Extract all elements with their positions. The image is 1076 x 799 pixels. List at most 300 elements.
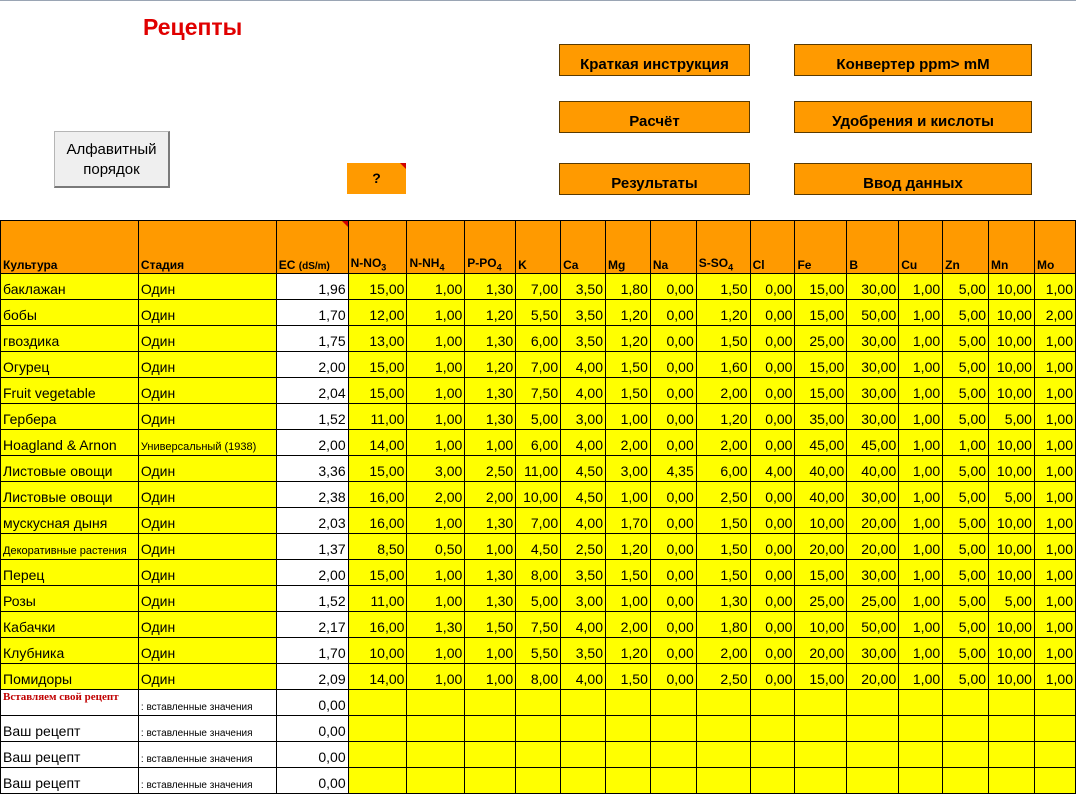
value-cell[interactable]: 10,00: [989, 560, 1035, 586]
value-cell[interactable]: 2,00: [605, 612, 650, 638]
value-cell[interactable]: 5,00: [943, 534, 989, 560]
value-cell[interactable]: 13,00: [348, 326, 407, 352]
custom-recipe-value-cell[interactable]: [1034, 768, 1075, 794]
value-cell[interactable]: 6,00: [516, 430, 561, 456]
value-cell[interactable]: 1,00: [1034, 456, 1075, 482]
culture-cell[interactable]: Fruit vegetable: [1, 378, 139, 404]
value-cell[interactable]: 10,00: [516, 482, 561, 508]
value-cell[interactable]: 15,00: [795, 664, 847, 690]
value-cell[interactable]: 1,00: [1034, 482, 1075, 508]
custom-recipe-value-cell[interactable]: [943, 768, 989, 794]
value-cell[interactable]: 1,00: [899, 326, 943, 352]
custom-recipe-value-cell[interactable]: [650, 768, 696, 794]
ec-cell[interactable]: 2,00: [276, 560, 348, 586]
value-cell[interactable]: 10,00: [989, 456, 1035, 482]
value-cell[interactable]: 2,50: [465, 456, 516, 482]
custom-recipe-value-cell[interactable]: [750, 716, 795, 742]
custom-recipe-value-cell[interactable]: [943, 690, 989, 716]
results-button[interactable]: Результаты: [559, 163, 750, 195]
value-cell[interactable]: 0,00: [750, 612, 795, 638]
value-cell[interactable]: 1,30: [465, 378, 516, 404]
culture-cell[interactable]: Кабачки: [1, 612, 139, 638]
value-cell[interactable]: 1,00: [899, 586, 943, 612]
value-cell[interactable]: 1,20: [696, 404, 750, 430]
value-cell[interactable]: 1,30: [465, 586, 516, 612]
value-cell[interactable]: 1,00: [899, 456, 943, 482]
value-cell[interactable]: 1,00: [407, 404, 465, 430]
stage-cell[interactable]: Один: [138, 274, 276, 300]
value-cell[interactable]: 0,00: [750, 560, 795, 586]
ec-cell[interactable]: 2,17: [276, 612, 348, 638]
value-cell[interactable]: 15,00: [795, 274, 847, 300]
value-cell[interactable]: 50,00: [847, 612, 899, 638]
value-cell[interactable]: 0,00: [650, 326, 696, 352]
value-cell[interactable]: 6,00: [516, 326, 561, 352]
custom-recipe-value-cell[interactable]: [795, 742, 847, 768]
value-cell[interactable]: 10,00: [348, 638, 407, 664]
custom-recipe-ec-cell[interactable]: 0,00: [276, 768, 348, 794]
custom-recipe-value-cell[interactable]: [795, 716, 847, 742]
value-cell[interactable]: 0,00: [750, 378, 795, 404]
custom-recipe-value-cell[interactable]: [795, 690, 847, 716]
ec-cell[interactable]: 1,52: [276, 586, 348, 612]
custom-recipe-name-cell[interactable]: Ваш рецепт: [1, 716, 139, 742]
value-cell[interactable]: 3,00: [605, 456, 650, 482]
value-cell[interactable]: 16,00: [348, 612, 407, 638]
value-cell[interactable]: 1,00: [899, 430, 943, 456]
custom-recipe-value-cell[interactable]: [750, 690, 795, 716]
value-cell[interactable]: 1,50: [465, 612, 516, 638]
value-cell[interactable]: 1,80: [605, 274, 650, 300]
value-cell[interactable]: 1,50: [605, 560, 650, 586]
custom-recipe-ec-cell[interactable]: 0,00: [276, 742, 348, 768]
value-cell[interactable]: 4,00: [561, 612, 606, 638]
custom-recipe-value-cell[interactable]: [696, 716, 750, 742]
value-cell[interactable]: 3,00: [561, 404, 606, 430]
value-cell[interactable]: 3,50: [561, 274, 606, 300]
value-cell[interactable]: 1,00: [407, 638, 465, 664]
value-cell[interactable]: 10,00: [989, 274, 1035, 300]
value-cell[interactable]: 1,50: [605, 378, 650, 404]
value-cell[interactable]: 1,30: [407, 612, 465, 638]
value-cell[interactable]: 15,00: [795, 300, 847, 326]
value-cell[interactable]: 1,00: [407, 508, 465, 534]
value-cell[interactable]: 1,00: [1034, 404, 1075, 430]
value-cell[interactable]: 15,00: [348, 378, 407, 404]
value-cell[interactable]: 5,50: [516, 300, 561, 326]
value-cell[interactable]: 30,00: [847, 638, 899, 664]
value-cell[interactable]: 2,00: [696, 638, 750, 664]
custom-recipe-value-cell[interactable]: [516, 768, 561, 794]
value-cell[interactable]: 0,00: [650, 534, 696, 560]
value-cell[interactable]: 15,00: [795, 378, 847, 404]
value-cell[interactable]: 0,00: [750, 638, 795, 664]
custom-recipe-value-cell[interactable]: [348, 716, 407, 742]
ec-cell[interactable]: 2,09: [276, 664, 348, 690]
value-cell[interactable]: 1,00: [943, 430, 989, 456]
value-cell[interactable]: 1,50: [696, 326, 750, 352]
custom-recipe-value-cell[interactable]: [348, 742, 407, 768]
value-cell[interactable]: 3,00: [407, 456, 465, 482]
value-cell[interactable]: 8,50: [348, 534, 407, 560]
value-cell[interactable]: 2,00: [696, 378, 750, 404]
custom-recipe-value-cell[interactable]: [407, 716, 465, 742]
value-cell[interactable]: 1,00: [605, 586, 650, 612]
value-cell[interactable]: 0,00: [650, 560, 696, 586]
custom-recipe-value-cell[interactable]: [561, 768, 606, 794]
custom-recipe-value-cell[interactable]: [605, 716, 650, 742]
value-cell[interactable]: 1,30: [465, 404, 516, 430]
value-cell[interactable]: 5,00: [943, 404, 989, 430]
stage-cell[interactable]: Один: [138, 560, 276, 586]
culture-cell[interactable]: Декоративные растения: [1, 534, 139, 560]
value-cell[interactable]: 7,50: [516, 612, 561, 638]
value-cell[interactable]: 15,00: [795, 560, 847, 586]
value-cell[interactable]: 1,00: [605, 404, 650, 430]
converter-button[interactable]: Конвертер ppm> mM: [794, 44, 1032, 76]
custom-recipe-value-cell[interactable]: [650, 742, 696, 768]
value-cell[interactable]: 5,00: [943, 664, 989, 690]
value-cell[interactable]: 1,50: [696, 534, 750, 560]
culture-cell[interactable]: гвоздика: [1, 326, 139, 352]
value-cell[interactable]: 0,00: [650, 404, 696, 430]
value-cell[interactable]: 14,00: [348, 664, 407, 690]
value-cell[interactable]: 3,50: [561, 560, 606, 586]
value-cell[interactable]: 7,00: [516, 274, 561, 300]
value-cell[interactable]: 30,00: [847, 404, 899, 430]
value-cell[interactable]: 0,00: [750, 352, 795, 378]
value-cell[interactable]: 1,00: [407, 274, 465, 300]
value-cell[interactable]: 40,00: [847, 456, 899, 482]
value-cell[interactable]: 2,50: [696, 482, 750, 508]
culture-cell[interactable]: Листовые овощи: [1, 482, 139, 508]
custom-recipe-value-cell[interactable]: [407, 768, 465, 794]
culture-cell[interactable]: Розы: [1, 586, 139, 612]
value-cell[interactable]: 6,00: [696, 456, 750, 482]
custom-recipe-value-cell[interactable]: [1034, 742, 1075, 768]
value-cell[interactable]: 5,00: [943, 326, 989, 352]
value-cell[interactable]: 5,00: [943, 508, 989, 534]
value-cell[interactable]: 35,00: [795, 404, 847, 430]
value-cell[interactable]: 2,00: [465, 482, 516, 508]
value-cell[interactable]: 4,00: [750, 456, 795, 482]
value-cell[interactable]: 5,00: [989, 586, 1035, 612]
value-cell[interactable]: 3,50: [561, 638, 606, 664]
value-cell[interactable]: 1,50: [696, 274, 750, 300]
stage-cell[interactable]: Один: [138, 664, 276, 690]
ec-cell[interactable]: 2,00: [276, 430, 348, 456]
value-cell[interactable]: 15,00: [795, 352, 847, 378]
culture-cell[interactable]: баклажан: [1, 274, 139, 300]
value-cell[interactable]: 5,00: [943, 456, 989, 482]
value-cell[interactable]: 1,20: [605, 300, 650, 326]
custom-recipe-value-cell[interactable]: [561, 742, 606, 768]
value-cell[interactable]: 10,00: [989, 612, 1035, 638]
value-cell[interactable]: 2,00: [407, 482, 465, 508]
culture-cell[interactable]: Огурец: [1, 352, 139, 378]
value-cell[interactable]: 0,00: [750, 482, 795, 508]
value-cell[interactable]: 8,00: [516, 560, 561, 586]
custom-recipe-value-cell[interactable]: [943, 716, 989, 742]
value-cell[interactable]: 1,30: [465, 560, 516, 586]
value-cell[interactable]: 5,00: [943, 352, 989, 378]
value-cell[interactable]: 5,00: [943, 378, 989, 404]
value-cell[interactable]: 0,00: [750, 326, 795, 352]
custom-recipe-value-cell[interactable]: [516, 690, 561, 716]
value-cell[interactable]: 2,00: [605, 430, 650, 456]
value-cell[interactable]: 1,00: [1034, 612, 1075, 638]
value-cell[interactable]: 4,50: [516, 534, 561, 560]
value-cell[interactable]: 5,00: [943, 274, 989, 300]
ec-cell[interactable]: 1,37: [276, 534, 348, 560]
value-cell[interactable]: 3,00: [561, 586, 606, 612]
value-cell[interactable]: 1,00: [605, 482, 650, 508]
value-cell[interactable]: 1,00: [899, 560, 943, 586]
custom-recipe-value-cell[interactable]: [650, 690, 696, 716]
value-cell[interactable]: 0,00: [750, 274, 795, 300]
value-cell[interactable]: 0,00: [750, 300, 795, 326]
value-cell[interactable]: 15,00: [348, 456, 407, 482]
value-cell[interactable]: 1,00: [465, 534, 516, 560]
custom-recipe-value-cell[interactable]: [561, 690, 606, 716]
culture-cell[interactable]: Помидоры: [1, 664, 139, 690]
value-cell[interactable]: 1,20: [465, 300, 516, 326]
value-cell[interactable]: 16,00: [348, 508, 407, 534]
culture-cell[interactable]: Листовые овощи: [1, 456, 139, 482]
value-cell[interactable]: 1,50: [605, 352, 650, 378]
value-cell[interactable]: 20,00: [847, 664, 899, 690]
value-cell[interactable]: 1,00: [1034, 638, 1075, 664]
value-cell[interactable]: 1,20: [605, 534, 650, 560]
value-cell[interactable]: 7,00: [516, 508, 561, 534]
value-cell[interactable]: 1,30: [465, 326, 516, 352]
value-cell[interactable]: 0,00: [650, 664, 696, 690]
value-cell[interactable]: 5,50: [516, 638, 561, 664]
value-cell[interactable]: 10,00: [795, 612, 847, 638]
value-cell[interactable]: 1,00: [1034, 560, 1075, 586]
instructions-button[interactable]: Краткая инструкция: [559, 44, 750, 76]
value-cell[interactable]: 20,00: [847, 534, 899, 560]
custom-recipe-value-cell[interactable]: [696, 690, 750, 716]
value-cell[interactable]: 5,00: [943, 560, 989, 586]
stage-cell[interactable]: Один: [138, 300, 276, 326]
ec-cell[interactable]: 2,00: [276, 352, 348, 378]
value-cell[interactable]: 45,00: [795, 430, 847, 456]
custom-recipe-value-cell[interactable]: [605, 690, 650, 716]
value-cell[interactable]: 20,00: [847, 508, 899, 534]
value-cell[interactable]: 1,00: [899, 664, 943, 690]
value-cell[interactable]: 1,00: [407, 586, 465, 612]
value-cell[interactable]: 7,00: [516, 352, 561, 378]
value-cell[interactable]: 10,00: [989, 326, 1035, 352]
value-cell[interactable]: 4,00: [561, 664, 606, 690]
value-cell[interactable]: 4,00: [561, 430, 606, 456]
ec-cell[interactable]: 2,04: [276, 378, 348, 404]
custom-recipe-value-cell[interactable]: [847, 716, 899, 742]
custom-recipe-ec-cell[interactable]: 0,00: [276, 716, 348, 742]
stage-cell[interactable]: Один: [138, 638, 276, 664]
value-cell[interactable]: 1,00: [465, 430, 516, 456]
value-cell[interactable]: 5,00: [943, 586, 989, 612]
stage-cell[interactable]: Один: [138, 352, 276, 378]
ec-cell[interactable]: 1,96: [276, 274, 348, 300]
value-cell[interactable]: 1,00: [1034, 352, 1075, 378]
custom-recipe-value-cell[interactable]: [696, 768, 750, 794]
value-cell[interactable]: 1,00: [407, 664, 465, 690]
stage-cell[interactable]: Один: [138, 586, 276, 612]
value-cell[interactable]: 40,00: [795, 482, 847, 508]
calculation-button[interactable]: Расчёт: [559, 101, 750, 133]
value-cell[interactable]: 5,00: [943, 482, 989, 508]
value-cell[interactable]: 0,00: [650, 378, 696, 404]
value-cell[interactable]: 1,00: [899, 378, 943, 404]
value-cell[interactable]: 4,50: [561, 482, 606, 508]
value-cell[interactable]: 25,00: [847, 586, 899, 612]
value-cell[interactable]: 10,00: [989, 300, 1035, 326]
value-cell[interactable]: 1,20: [605, 638, 650, 664]
value-cell[interactable]: 1,00: [407, 352, 465, 378]
custom-recipe-name-cell[interactable]: Ваш рецепт: [1, 768, 139, 794]
custom-recipe-stage-cell[interactable]: : вставленные значения: [138, 742, 276, 768]
value-cell[interactable]: 10,00: [989, 664, 1035, 690]
value-cell[interactable]: 1,00: [465, 664, 516, 690]
stage-cell[interactable]: Один: [138, 612, 276, 638]
custom-recipe-value-cell[interactable]: [899, 716, 943, 742]
value-cell[interactable]: 14,00: [348, 430, 407, 456]
stage-cell[interactable]: Один: [138, 378, 276, 404]
custom-recipe-stage-cell[interactable]: : вставленные значения: [138, 690, 276, 716]
custom-recipe-value-cell[interactable]: [750, 742, 795, 768]
custom-recipe-value-cell[interactable]: [465, 716, 516, 742]
value-cell[interactable]: 1,20: [605, 326, 650, 352]
value-cell[interactable]: 2,00: [1034, 300, 1075, 326]
value-cell[interactable]: 5,00: [943, 612, 989, 638]
custom-recipe-value-cell[interactable]: [899, 690, 943, 716]
value-cell[interactable]: 0,00: [750, 586, 795, 612]
value-cell[interactable]: 1,00: [407, 560, 465, 586]
value-cell[interactable]: 0,00: [650, 300, 696, 326]
value-cell[interactable]: 0,00: [650, 482, 696, 508]
value-cell[interactable]: 1,00: [899, 274, 943, 300]
value-cell[interactable]: 5,00: [989, 482, 1035, 508]
value-cell[interactable]: 11,00: [348, 404, 407, 430]
value-cell[interactable]: 11,00: [516, 456, 561, 482]
value-cell[interactable]: 25,00: [795, 326, 847, 352]
value-cell[interactable]: 4,00: [561, 508, 606, 534]
value-cell[interactable]: 1,00: [1034, 534, 1075, 560]
custom-recipe-value-cell[interactable]: [847, 690, 899, 716]
custom-recipe-value-cell[interactable]: [407, 742, 465, 768]
custom-recipe-value-cell[interactable]: [407, 690, 465, 716]
custom-recipe-value-cell[interactable]: [899, 742, 943, 768]
value-cell[interactable]: 5,00: [943, 300, 989, 326]
help-button[interactable]: ?: [347, 163, 406, 194]
custom-recipe-value-cell[interactable]: [561, 716, 606, 742]
value-cell[interactable]: 1,00: [899, 612, 943, 638]
value-cell[interactable]: 4,35: [650, 456, 696, 482]
value-cell[interactable]: 1,60: [696, 352, 750, 378]
value-cell[interactable]: 1,50: [696, 560, 750, 586]
fertilizers-button[interactable]: Удобрения и кислоты: [794, 101, 1032, 133]
ec-cell[interactable]: 1,52: [276, 404, 348, 430]
custom-recipe-value-cell[interactable]: [989, 768, 1035, 794]
custom-recipe-value-cell[interactable]: [989, 716, 1035, 742]
custom-recipe-value-cell[interactable]: [847, 768, 899, 794]
custom-recipe-ec-cell[interactable]: 0,00: [276, 690, 348, 716]
custom-recipe-value-cell[interactable]: [847, 742, 899, 768]
value-cell[interactable]: 1,00: [407, 326, 465, 352]
value-cell[interactable]: 4,50: [561, 456, 606, 482]
value-cell[interactable]: 10,00: [989, 508, 1035, 534]
value-cell[interactable]: 11,00: [348, 586, 407, 612]
value-cell[interactable]: 1,00: [407, 378, 465, 404]
value-cell[interactable]: 15,00: [348, 352, 407, 378]
custom-recipe-value-cell[interactable]: [516, 742, 561, 768]
value-cell[interactable]: 0,00: [750, 534, 795, 560]
value-cell[interactable]: 15,00: [348, 560, 407, 586]
stage-cell[interactable]: Один: [138, 482, 276, 508]
value-cell[interactable]: 1,00: [1034, 378, 1075, 404]
custom-recipe-value-cell[interactable]: [465, 742, 516, 768]
custom-recipe-value-cell[interactable]: [465, 768, 516, 794]
ec-cell[interactable]: 1,75: [276, 326, 348, 352]
value-cell[interactable]: 0,00: [650, 508, 696, 534]
value-cell[interactable]: 10,00: [989, 638, 1035, 664]
stage-cell[interactable]: Один: [138, 534, 276, 560]
value-cell[interactable]: 15,00: [348, 274, 407, 300]
culture-cell[interactable]: бобы: [1, 300, 139, 326]
value-cell[interactable]: 1,00: [899, 352, 943, 378]
value-cell[interactable]: 50,00: [847, 300, 899, 326]
custom-recipe-value-cell[interactable]: [989, 742, 1035, 768]
value-cell[interactable]: 3,50: [561, 326, 606, 352]
custom-recipe-value-cell[interactable]: [696, 742, 750, 768]
custom-recipe-value-cell[interactable]: [605, 768, 650, 794]
value-cell[interactable]: 2,50: [696, 664, 750, 690]
value-cell[interactable]: 20,00: [795, 638, 847, 664]
value-cell[interactable]: 4,00: [561, 378, 606, 404]
value-cell[interactable]: 7,50: [516, 378, 561, 404]
custom-recipe-stage-cell[interactable]: : вставленные значения: [138, 716, 276, 742]
value-cell[interactable]: 12,00: [348, 300, 407, 326]
ec-cell[interactable]: 3,36: [276, 456, 348, 482]
culture-cell[interactable]: Перец: [1, 560, 139, 586]
culture-cell[interactable]: мускусная дыня: [1, 508, 139, 534]
custom-recipe-value-cell[interactable]: [795, 768, 847, 794]
stage-cell[interactable]: Один: [138, 404, 276, 430]
custom-recipe-value-cell[interactable]: [650, 716, 696, 742]
value-cell[interactable]: 30,00: [847, 352, 899, 378]
custom-recipe-value-cell[interactable]: [989, 690, 1035, 716]
value-cell[interactable]: 4,00: [561, 352, 606, 378]
value-cell[interactable]: 1,00: [899, 508, 943, 534]
value-cell[interactable]: 1,70: [605, 508, 650, 534]
value-cell[interactable]: 16,00: [348, 482, 407, 508]
value-cell[interactable]: 1,00: [407, 430, 465, 456]
custom-recipe-name-cell[interactable]: Ваш рецепт: [1, 742, 139, 768]
custom-recipe-stage-cell[interactable]: : вставленные значения: [138, 768, 276, 794]
value-cell[interactable]: 5,00: [943, 638, 989, 664]
value-cell[interactable]: 10,00: [989, 430, 1035, 456]
custom-recipe-value-cell[interactable]: [348, 690, 407, 716]
stage-cell[interactable]: Универсальный (1938): [138, 430, 276, 456]
value-cell[interactable]: 10,00: [989, 378, 1035, 404]
custom-recipe-value-cell[interactable]: [348, 768, 407, 794]
culture-cell[interactable]: Клубника: [1, 638, 139, 664]
value-cell[interactable]: 30,00: [847, 274, 899, 300]
value-cell[interactable]: 1,50: [696, 508, 750, 534]
value-cell[interactable]: 2,00: [696, 430, 750, 456]
